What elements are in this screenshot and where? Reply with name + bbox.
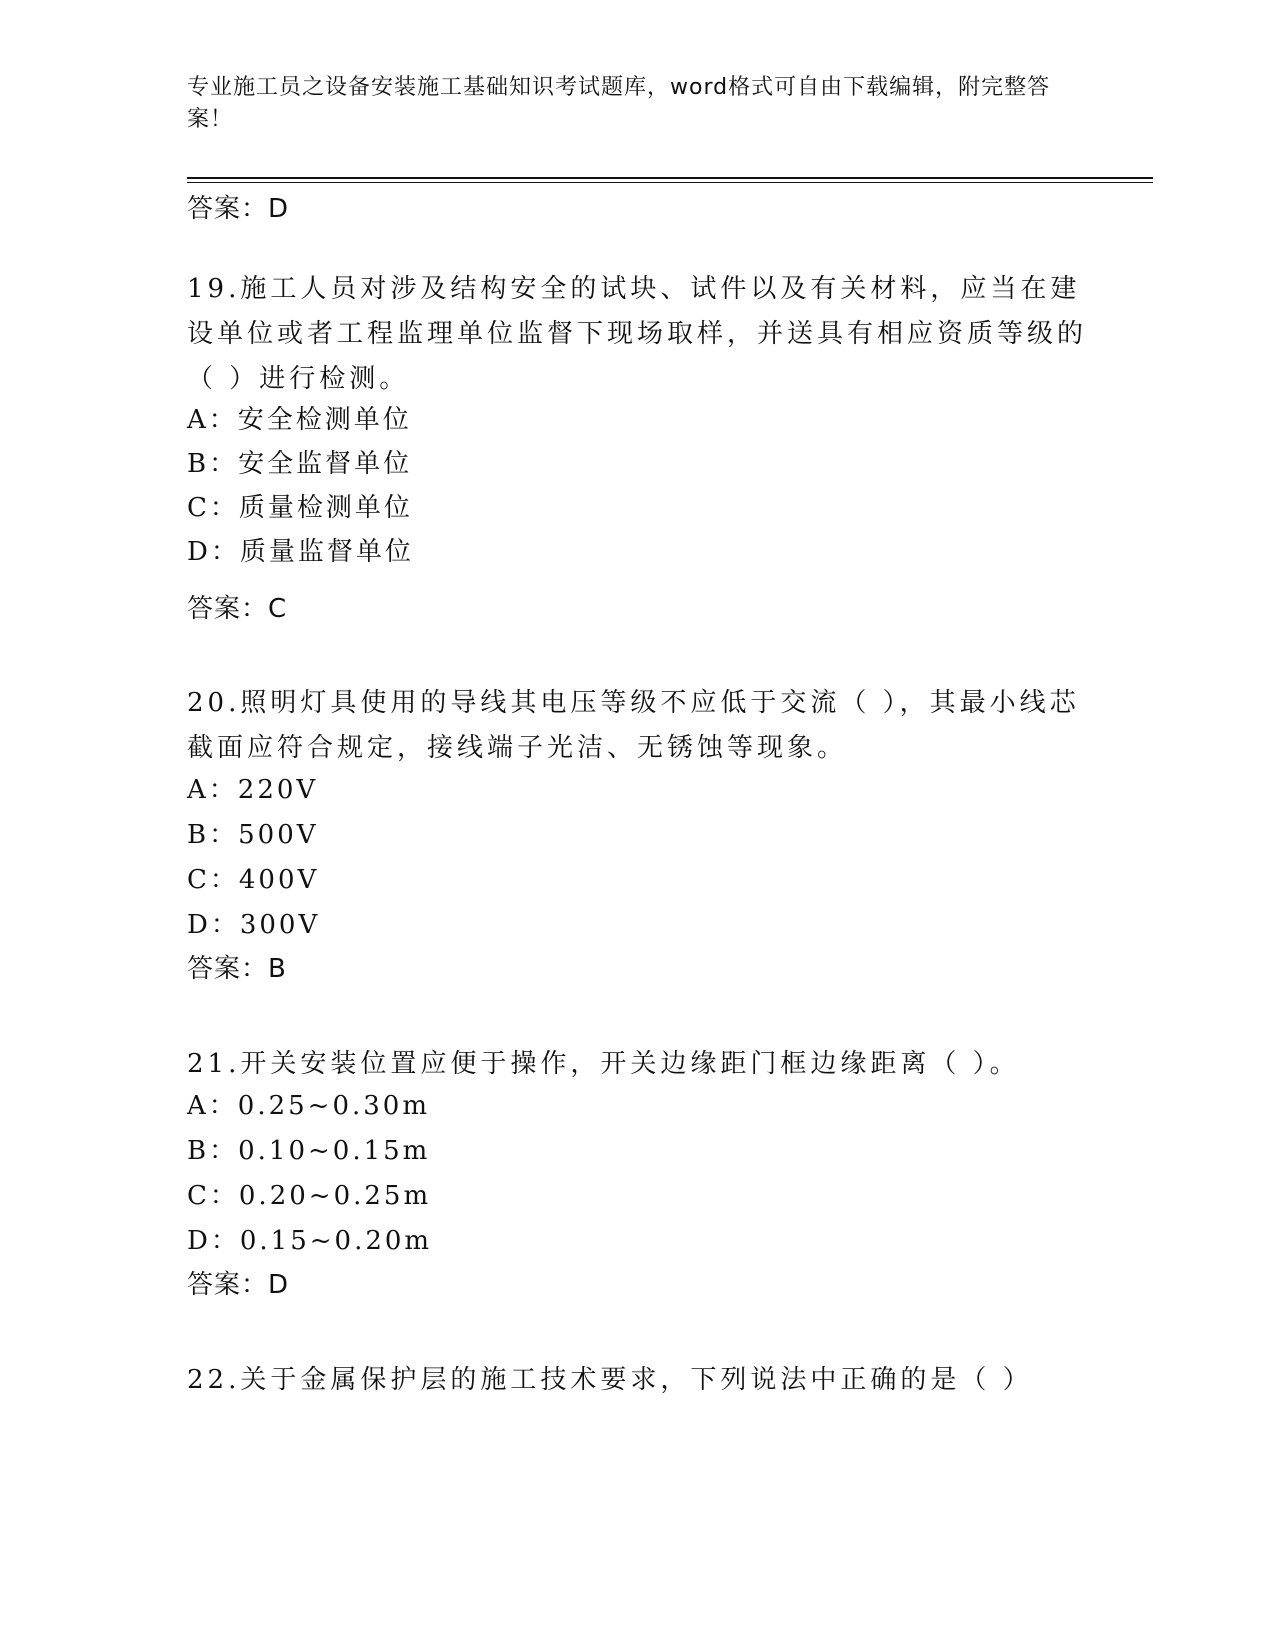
- question-19-stem: 19.施工人员对涉及结构安全的试块、试件以及有关材料，应当在建设单位或者工程监理单位监督下现场取样，并送具有相应资质等级的（ ）进行检测。: [187, 274, 1088, 394]
- question-19-option-d: D：质量监督单位: [187, 537, 414, 567]
- question-21-option-a: A：0.25~0.30m: [187, 1091, 430, 1121]
- question-20-option-b: B：500V: [187, 820, 319, 850]
- answer-20: 答案：B: [187, 954, 287, 984]
- question-20-option-c: C：400V: [187, 865, 320, 895]
- question-20-option-a: A：220V: [187, 775, 319, 805]
- header-divider: [187, 177, 1153, 179]
- answer-19: 答案：C: [187, 594, 288, 624]
- question-21-option-b: B：0.10~0.15m: [187, 1136, 431, 1166]
- question-22-stem: 22.关于金属保护层的施工技术要求，下列说法中正确的是（ ）: [187, 1365, 1033, 1395]
- question-19-option-b: B：安全监督单位: [187, 449, 413, 479]
- answer-prev: 答案：D: [187, 194, 290, 224]
- question-21-option-c: C：0.20~0.25m: [187, 1181, 432, 1211]
- question-21-option-d: D：0.15~0.20m: [187, 1226, 433, 1256]
- question-20-stem: 20.照明灯具使用的导线其电压等级不应低于交流（ ），其最小线芯截面应符合规定，接线端子光洁、无锈蚀等现象。: [187, 688, 1080, 763]
- question-21-stem: 21.开关安装位置应便于操作，开关边缘距门框边缘距离（ ）。: [187, 1049, 1020, 1079]
- question-19-option-c: C：质量检测单位: [187, 493, 413, 523]
- question-19-option-a: A：安全检测单位: [187, 405, 412, 435]
- page-header: 专业施工员之设备安装施工基础知识考试题库，word格式可自由下载编辑，附完整答案！: [187, 75, 1051, 132]
- answer-21: 答案：D: [187, 1270, 290, 1300]
- question-20-option-d: D：300V: [187, 910, 321, 940]
- header-divider-thin: [187, 182, 1153, 183]
